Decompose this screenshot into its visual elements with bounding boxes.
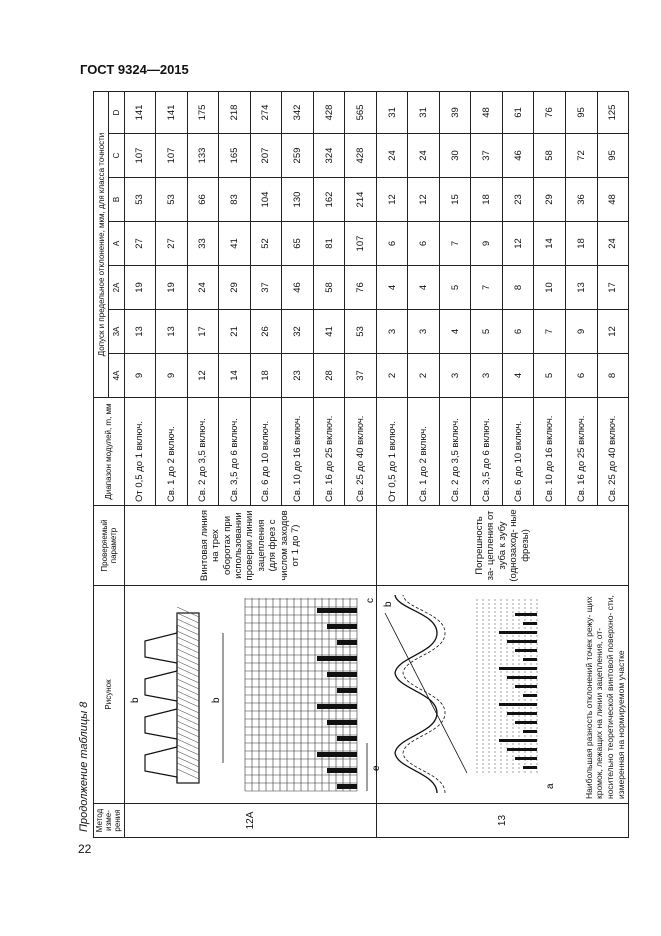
hatch-line: [177, 643, 199, 653]
tolerance-value-cell: 95: [597, 134, 629, 178]
deviation-bar: [327, 768, 357, 773]
hatch-line: [177, 709, 199, 719]
hatch-line: [177, 679, 199, 689]
tolerance-value-cell: 17: [187, 310, 219, 354]
module-range-cell: От 0,5 до 1 включ.: [124, 398, 156, 506]
tolerance-value-cell: 175: [187, 91, 219, 133]
tolerance-value-cell: 214: [345, 178, 377, 222]
tolerance-value-cell: 4: [376, 266, 408, 310]
tolerance-value-cell: 48: [471, 91, 503, 133]
deviation-bar: [515, 721, 537, 724]
tolerance-value-cell: 12: [187, 354, 219, 398]
tolerance-value-cell: 18: [250, 354, 282, 398]
tolerance-value-cell: 12: [502, 222, 534, 266]
tolerance-value-cell: 29: [534, 178, 566, 222]
theoretical-profile-curve: [403, 595, 445, 793]
dimension-label-b: b: [210, 697, 222, 703]
tolerance-value-cell: 3: [471, 354, 503, 398]
module-range-cell: Св. 3,5 до 6 включ.: [471, 398, 503, 506]
tolerance-value-cell: 18: [471, 178, 503, 222]
tolerance-value-cell: 6: [408, 222, 440, 266]
tolerance-value-cell: 83: [219, 178, 251, 222]
tolerance-value-cell: 17: [597, 266, 629, 310]
method-cell: 13: [376, 804, 628, 838]
tolerance-value-cell: 53: [156, 178, 188, 222]
hatch-line: [177, 727, 199, 737]
figure-svg: [125, 587, 385, 803]
tolerance-value-cell: 81: [313, 222, 345, 266]
tolerance-value-cell: 37: [345, 354, 377, 398]
tolerance-value-cell: 12: [597, 310, 629, 354]
module-range-cell: Св. 10 до 16 включ.: [534, 398, 566, 506]
class-header: 4А: [109, 354, 124, 398]
module-range-cell: Св. 25 до 40 включ.: [597, 398, 629, 506]
deviation-bar: [523, 694, 537, 697]
dimension-label-b: b: [382, 601, 394, 607]
tolerance-value-cell: 72: [566, 134, 598, 178]
tolerance-value-cell: 5: [534, 354, 566, 398]
deviation-bar: [507, 712, 537, 715]
tolerance-value-cell: 274: [250, 91, 282, 133]
tolerance-value-cell: 41: [219, 222, 251, 266]
tolerance-value-cell: 10: [534, 266, 566, 310]
tolerance-value-cell: 9: [471, 222, 503, 266]
deviation-bar: [515, 757, 537, 760]
tolerance-value-cell: 8: [502, 266, 534, 310]
class-header: 2А: [109, 266, 124, 310]
tolerance-value-cell: 24: [187, 266, 219, 310]
header-tolerance: Допуск и предельное отклонение, мкм, для класса точности: [94, 91, 109, 397]
tolerance-value-cell: 4: [502, 354, 534, 398]
line-of-action: [385, 613, 467, 773]
tolerance-value-cell: 7: [439, 222, 471, 266]
tolerance-value-cell: 23: [502, 178, 534, 222]
tolerance-value-cell: 14: [219, 354, 251, 398]
deviation-bar: [507, 748, 537, 751]
tolerance-value-cell: 24: [408, 134, 440, 178]
tolerance-value-cell: 125: [597, 91, 629, 133]
tolerance-value-cell: 13: [566, 266, 598, 310]
hatch-line: [177, 757, 199, 767]
deviation-bar: [515, 613, 537, 616]
tolerance-value-cell: 27: [124, 222, 156, 266]
dimension-label-b: b: [129, 697, 141, 703]
deviation-bar: [337, 736, 357, 741]
parameter-cell: Винтовая линия на трех оборотах при использовании проверки линии зацепления (для фрез с числом заходов от 1 до 7): [124, 506, 376, 586]
deviation-bar: [499, 667, 537, 670]
hatch-line: [177, 637, 199, 647]
hatch-line: [177, 751, 199, 761]
header-range: Диапазон модулей, m, мм: [94, 398, 125, 506]
module-range-cell: Св. 10 до 16 включ.: [282, 398, 314, 506]
module-range-cell: От 0,5 до 1 включ.: [376, 398, 408, 506]
tolerance-table: [93, 91, 629, 838]
hatch-line: [177, 763, 199, 773]
hatch-line: [177, 655, 199, 665]
figure-cell: [124, 586, 382, 804]
figure-cell: [376, 586, 628, 804]
tolerance-value-cell: 53: [124, 178, 156, 222]
hatch-line: [177, 631, 199, 641]
dimension-label-a: a: [544, 783, 556, 789]
tolerance-value-cell: 18: [566, 222, 598, 266]
hatch-line: [177, 733, 199, 743]
class-header: А: [109, 222, 124, 266]
figure-drawing: [377, 586, 628, 803]
tolerance-value-cell: 5: [439, 266, 471, 310]
tolerance-value-cell: 2: [376, 354, 408, 398]
page-number: 22: [78, 842, 92, 856]
tolerance-value-cell: 141: [124, 91, 156, 133]
tolerance-value-cell: 218: [219, 91, 251, 133]
tooth-profile-outline: [145, 625, 177, 783]
tolerance-value-cell: 428: [313, 91, 345, 133]
tolerance-value-cell: 4: [408, 266, 440, 310]
hatch-line: [177, 619, 199, 629]
deviation-bar: [499, 631, 537, 634]
tolerance-value-cell: 6: [566, 354, 598, 398]
module-range-cell: Св. 1 до 2 включ.: [156, 398, 188, 506]
module-range-cell: Св. 6 до 10 включ.: [502, 398, 534, 506]
dimension-label-e: e: [370, 765, 382, 771]
tolerance-value-cell: 3: [439, 354, 471, 398]
module-range-cell: Св. 1 до 2 включ.: [408, 398, 440, 506]
tolerance-value-cell: 37: [471, 134, 503, 178]
deviation-bar: [515, 685, 537, 688]
hatch-line: [177, 607, 199, 617]
parameter-cell: Погрешность за- цепления от зуба к зубу (однозаход- ные фрезы): [376, 506, 628, 586]
tolerance-value-cell: 7: [471, 266, 503, 310]
module-range-cell: Св. 2 до 3,5 включ.: [439, 398, 471, 506]
tolerance-value-cell: 104: [250, 178, 282, 222]
hatch-line: [177, 661, 199, 671]
tolerance-value-cell: 130: [282, 178, 314, 222]
tolerance-value-cell: 32: [282, 310, 314, 354]
tolerance-value-cell: 19: [156, 266, 188, 310]
hatch-line: [177, 613, 199, 623]
tolerance-value-cell: 46: [282, 266, 314, 310]
figure-description: Наибольшая разность отклонений точек режу- щих кромок, лежащих на линии зацепления, от- носительно теоретической винтовой поверхно- сти, измеренная на нормируемом участке: [583, 595, 626, 799]
tolerance-value-cell: 7: [534, 310, 566, 354]
tolerance-value-cell: 107: [345, 222, 377, 266]
tolerance-value-cell: 39: [439, 91, 471, 133]
deviation-bar: [515, 649, 537, 652]
tolerance-value-cell: 33: [187, 222, 219, 266]
hatch-line: [177, 715, 199, 725]
tolerance-value-cell: 565: [345, 91, 377, 133]
tolerance-value-cell: 15: [439, 178, 471, 222]
table-caption: Продолжение таблицы 8: [78, 701, 90, 832]
tolerance-value-cell: 28: [313, 354, 345, 398]
tolerance-value-cell: 21: [219, 310, 251, 354]
rotated-table-wrapper: [93, 92, 626, 838]
tolerance-value-cell: 6: [376, 222, 408, 266]
deviation-bar: [317, 752, 357, 757]
module-range-cell: Св. 3,5 до 6 включ.: [219, 398, 251, 506]
tolerance-value-cell: 27: [156, 222, 188, 266]
tolerance-value-cell: 95: [566, 91, 598, 133]
deviation-bar: [523, 766, 537, 769]
hatch-line: [177, 739, 199, 749]
tolerance-value-cell: 46: [502, 134, 534, 178]
tolerance-value-cell: 29: [219, 266, 251, 310]
tolerance-value-cell: 259: [282, 134, 314, 178]
tolerance-value-cell: 2: [408, 354, 440, 398]
document-header: ГОСТ 9324—2015: [80, 62, 189, 77]
tolerance-value-cell: 165: [219, 134, 251, 178]
hatch-line: [177, 703, 199, 713]
figure-drawing: [125, 586, 382, 803]
tolerance-value-cell: 48: [597, 178, 629, 222]
module-range-cell: Св. 25 до 40 включ.: [345, 398, 377, 506]
tolerance-value-cell: 12: [408, 178, 440, 222]
method-cell: 12А: [124, 804, 376, 838]
deviation-bar: [317, 704, 357, 709]
deviation-bar: [317, 608, 357, 613]
tolerance-value-cell: 13: [124, 310, 156, 354]
tolerance-value-cell: 65: [282, 222, 314, 266]
tolerance-value-cell: 14: [534, 222, 566, 266]
hatch-line: [177, 745, 199, 755]
class-header: В: [109, 178, 124, 222]
tolerance-value-cell: 428: [345, 134, 377, 178]
tolerance-value-cell: 3: [376, 310, 408, 354]
tolerance-value-cell: 9: [124, 354, 156, 398]
tolerance-value-cell: 107: [124, 134, 156, 178]
tolerance-value-cell: 52: [250, 222, 282, 266]
table-row: [124, 91, 156, 837]
hatch-line: [177, 721, 199, 731]
tolerance-value-cell: 141: [156, 91, 188, 133]
hatch-line: [177, 625, 199, 635]
deviation-bar: [523, 658, 537, 661]
tolerance-value-cell: 9: [566, 310, 598, 354]
tolerance-value-cell: 31: [408, 91, 440, 133]
class-header: С: [109, 134, 124, 178]
hatch-line: [177, 673, 199, 683]
tolerance-value-cell: 26: [250, 310, 282, 354]
tolerance-value-cell: 41: [313, 310, 345, 354]
deviation-bar: [499, 703, 537, 706]
hatch-line: [177, 769, 199, 779]
tolerance-value-cell: 342: [282, 91, 314, 133]
tolerance-value-cell: 5: [471, 310, 503, 354]
tolerance-value-cell: 76: [345, 266, 377, 310]
tolerance-value-cell: 207: [250, 134, 282, 178]
hatch-line: [177, 697, 199, 707]
tolerance-value-cell: 30: [439, 134, 471, 178]
header-parameter: Проверяемый параметр: [94, 506, 125, 586]
tolerance-value-cell: 133: [187, 134, 219, 178]
class-header: 3А: [109, 310, 124, 354]
deviation-bar: [337, 640, 357, 645]
header-method: Метод изме- рения: [94, 804, 125, 838]
class-header: D: [109, 91, 124, 133]
tolerance-value-cell: 324: [313, 134, 345, 178]
tolerance-value-cell: 13: [156, 310, 188, 354]
tolerance-value-cell: 8: [597, 354, 629, 398]
hatch-line: [177, 691, 199, 701]
tolerance-value-cell: 31: [376, 91, 408, 133]
deviation-bar: [499, 739, 537, 742]
tolerance-value-cell: 12: [376, 178, 408, 222]
tolerance-value-cell: 23: [282, 354, 314, 398]
tolerance-value-cell: 3: [408, 310, 440, 354]
tolerance-value-cell: 36: [566, 178, 598, 222]
deviation-bar: [507, 640, 537, 643]
deviation-bar: [317, 656, 357, 661]
hatch-line: [177, 685, 199, 695]
tolerance-value-cell: 61: [502, 91, 534, 133]
deviation-bar: [337, 688, 357, 693]
tooth-profile-curve: [395, 595, 437, 793]
header-figure: Рисунок: [94, 586, 125, 804]
tolerance-value-cell: 24: [376, 134, 408, 178]
tolerance-value-cell: 58: [534, 134, 566, 178]
deviation-bar: [507, 676, 537, 679]
deviation-bar: [523, 730, 537, 733]
tolerance-value-cell: 76: [534, 91, 566, 133]
table-row: [376, 91, 408, 837]
module-range-cell: Св. 16 до 25 включ.: [313, 398, 345, 506]
tolerance-value-cell: 37: [250, 266, 282, 310]
tolerance-value-cell: 24: [597, 222, 629, 266]
tolerance-value-cell: 19: [124, 266, 156, 310]
tolerance-value-cell: 4: [439, 310, 471, 354]
dimension-label-c: c: [364, 598, 376, 603]
module-range-cell: Св. 6 до 10 включ.: [250, 398, 282, 506]
deviation-bar: [327, 672, 357, 677]
deviation-bar: [327, 720, 357, 725]
tolerance-value-cell: 6: [502, 310, 534, 354]
tolerance-value-cell: 66: [187, 178, 219, 222]
module-range-cell: Св. 16 до 25 включ.: [566, 398, 598, 506]
tolerance-value-cell: 53: [345, 310, 377, 354]
tolerance-value-cell: 162: [313, 178, 345, 222]
tolerance-value-cell: 58: [313, 266, 345, 310]
hatch-line: [177, 667, 199, 677]
deviation-bar: [327, 624, 357, 629]
deviation-bar: [337, 784, 357, 789]
tolerance-value-cell: 9: [156, 354, 188, 398]
hatch-line: [177, 649, 199, 659]
module-range-cell: Св. 2 до 3,5 включ.: [187, 398, 219, 506]
deviation-bar: [523, 622, 537, 625]
tolerance-value-cell: 107: [156, 134, 188, 178]
